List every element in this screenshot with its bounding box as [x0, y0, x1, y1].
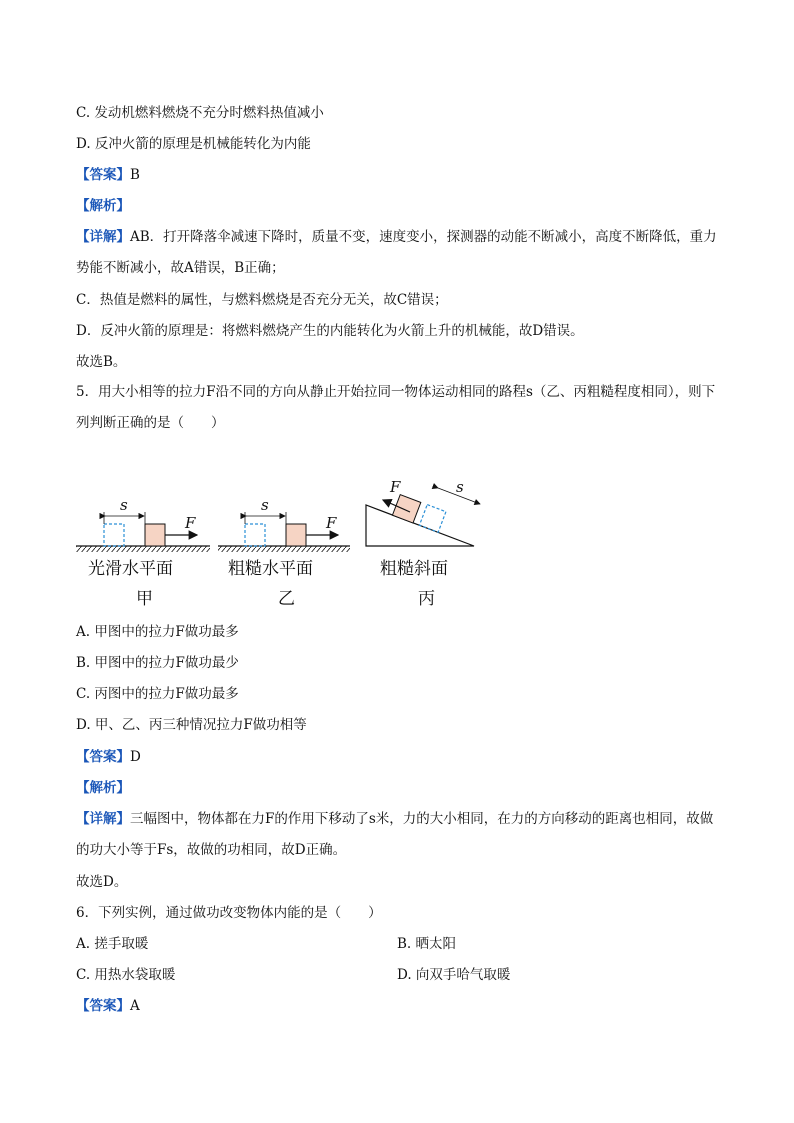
block — [286, 524, 306, 546]
distance-label: s — [120, 496, 128, 514]
q5-option-d: D. 甲、乙、丙三种情况拉力F做功相等 — [76, 717, 307, 733]
panel-name: 乙 — [278, 589, 295, 609]
start-position-dashed — [245, 524, 265, 546]
surface-caption: 粗糙斜面 — [380, 559, 448, 579]
detail-tag: 【详解】 — [76, 811, 130, 827]
distance-label: s — [456, 478, 464, 496]
q4-option-d: D. 反冲火箭的原理是机械能转化为内能 — [76, 136, 311, 152]
answer-value: B — [130, 167, 140, 183]
panel-name: 丙 — [418, 589, 435, 609]
q5-option-b: B. 甲图中的拉力F做功最少 — [76, 655, 239, 671]
q4-detail-1 — [76, 222, 718, 284]
distance-label: s — [261, 496, 269, 514]
q6-stem: 6．下列实例，通过做功改变物体内能的是（ ） — [76, 905, 382, 921]
answer-tag: 【答案】 — [76, 998, 130, 1014]
detail-text: AB．打开降落伞减速下降时，质量不变，速度变小，探测器的动能不断减小，高度不断降低，重力势能不断减小，故A错误，B正确； — [76, 229, 717, 276]
q5-answer — [76, 748, 141, 766]
start-position-dashed — [104, 524, 124, 546]
q4-conclusion: 故选B。 — [76, 354, 127, 370]
q6-answer — [76, 997, 140, 1015]
q5-figure — [60, 470, 500, 620]
answer-value: A — [130, 998, 140, 1014]
surface-caption: 光滑水平面 — [88, 559, 173, 579]
detail-text: 三幅图中，物体都在力F的作用下移动了s米，力的大小相同，在力的方向移动的距离也相同，故做的功大小等于Fs，故做的功相同，故D正确。 — [76, 811, 714, 858]
q6-option-b: B. 晒太阳 — [397, 936, 457, 952]
panel-name: 甲 — [136, 589, 153, 609]
q5-detail — [76, 804, 718, 866]
answer-tag: 【答案】 — [76, 167, 130, 183]
q6-option-a: A. 搓手取暖 — [76, 936, 149, 952]
block — [145, 524, 165, 546]
q4-answer — [76, 166, 140, 184]
answer-tag: 【答案】 — [76, 749, 130, 765]
q4-option-c: C. 发动机燃料燃烧不充分时燃料热值减小 — [76, 105, 324, 121]
force-label: F — [390, 478, 401, 496]
detail-tag: 【详解】 — [76, 229, 130, 245]
panel-jia — [76, 496, 210, 609]
q6-option-d: D. 向双手哈气取暖 — [397, 967, 511, 983]
q4-detail-2: C．热值是燃料的属性，与燃料燃烧是否充分无关，故C错误； — [76, 292, 448, 308]
q5-option-c: C. 丙图中的拉力F做功最多 — [76, 686, 239, 702]
panel-yi — [218, 496, 350, 609]
q5-analysis-tag: 【解析】 — [76, 780, 130, 796]
q4-analysis-tag: 【解析】 — [76, 198, 130, 214]
q4-detail-3: D．反冲火箭的原理是：将燃料燃烧产生的内能转化为火箭上升的机械能，故D错误。 — [76, 323, 584, 339]
answer-value: D — [130, 749, 141, 765]
surface-caption: 粗糙水平面 — [228, 559, 313, 579]
q5-stem: 5．用大小相等的拉力F沿不同的方向从静止开始拉同一物体运动相同的路程s（乙、丙粗糙程度相同），则下列判断正确的是（ ） — [76, 384, 716, 431]
q6-option-c: C. 用热水袋取暖 — [76, 967, 176, 983]
panel-bing — [366, 478, 480, 609]
q5-option-a: A. 甲图中的拉力F做功最多 — [76, 624, 239, 640]
force-label: F — [185, 514, 196, 532]
force-label: F — [326, 514, 337, 532]
q5-conclusion: 故选D。 — [76, 874, 128, 890]
